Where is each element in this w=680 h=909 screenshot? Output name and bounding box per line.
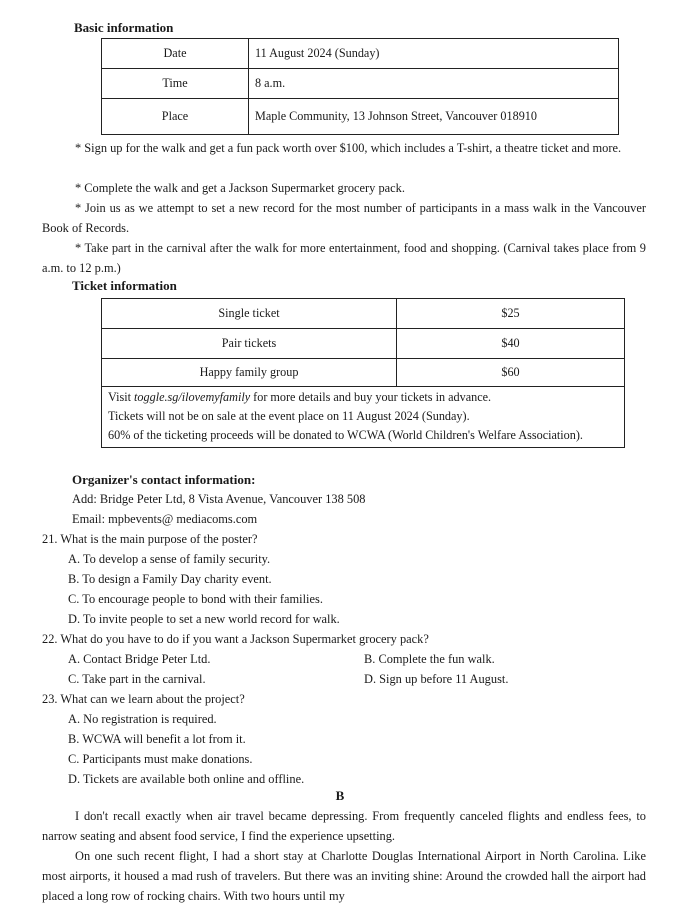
- organizer-heading: Organizer's contact information:: [72, 472, 256, 487]
- ticket-type: Happy family group: [102, 359, 397, 387]
- option-21d: D. To invite people to set a new world record for walk.: [68, 612, 340, 626]
- option-22d: D. Sign up before 11 August.: [364, 672, 509, 686]
- option-21c: C. To encourage people to bond with their families.: [68, 592, 323, 606]
- section-b-paragraph-2: On one such recent flight, I had a short stay at Charlotte Douglas International Airport in North Carolina. Like most airports, it housed a mad rush of travelers. But there was an inviting shine: Around the crowded hall the airport had placed a long row of rocking chairs. With two hours until my: [42, 849, 646, 903]
- place-label: Place: [102, 99, 249, 135]
- bullet-record: * Join us as we attempt to set a new record for the most number of participants in a mass walk in the Vancouver Book of Records.: [42, 201, 646, 235]
- table-row: [102, 69, 619, 99]
- ticket-info-heading: Ticket information: [72, 278, 177, 293]
- ticket-type: Single ticket: [102, 299, 397, 329]
- section-b-paragraph-1: I don't recall exactly when air travel became depressing. From frequently canceled flights and endless fees, to narrow seating and absent food service, I find the experience upsetting.: [42, 809, 646, 843]
- table-row: [102, 329, 625, 359]
- ticket-note-line3: 60% of the ticketing proceeds will be donated to WCWA (World Children's Welfare Association).: [108, 428, 583, 442]
- ticket-type: Pair tickets: [102, 329, 397, 359]
- time-value: 8 a.m.: [249, 69, 619, 99]
- table-row: [102, 39, 619, 69]
- place-value: Maple Community, 13 Johnson Street, Vancouver 018910: [249, 99, 619, 135]
- option-22b: B. Complete the fun walk.: [364, 652, 495, 666]
- option-23d: D. Tickets are available both online and offline.: [68, 772, 305, 786]
- ticket-note-line2: Tickets will not be on sale at the event place on 11 August 2024 (Sunday).: [108, 409, 470, 423]
- ticket-website-link[interactable]: toggle.sg/ilovemyfamily: [134, 390, 251, 404]
- bullet-carnival: * Take part in the carnival after the walk for more entertainment, food and shopping. (Carnival takes place from 9 a.m. to 12 p.m.): [42, 241, 646, 275]
- table-row: [102, 299, 625, 329]
- bullet-fun-pack: * Sign up for the walk and get a fun pack worth over $100, which includes a T-shirt, a theatre ticket and more.: [75, 141, 622, 155]
- option-23b: B. WCWA will benefit a lot from it.: [68, 732, 246, 746]
- organizer-address: Add: Bridge Peter Ltd, 8 Vista Avenue, Vancouver 138 508: [72, 492, 366, 506]
- table-row: [102, 359, 625, 387]
- ticket-note: [101, 386, 625, 448]
- option-21b: B. To design a Family Day charity event.: [68, 572, 272, 586]
- question-22: 22. What do you have to do if you want a Jackson Supermarket grocery pack?: [42, 632, 429, 646]
- basic-info-table: [101, 38, 619, 135]
- ticket-note-line1: [108, 388, 618, 407]
- ticket-price: $60: [397, 359, 625, 387]
- section-b-heading: B: [335, 788, 345, 803]
- option-21a: A. To develop a sense of family security.: [68, 552, 271, 566]
- ticket-price: $25: [397, 299, 625, 329]
- ticket-price: $40: [397, 329, 625, 359]
- bullet-grocery-pack: * Complete the walk and get a Jackson Supermarket grocery pack.: [75, 181, 405, 195]
- question-21: 21. What is the main purpose of the poster?: [42, 532, 258, 546]
- option-22c: C. Take part in the carnival.: [68, 672, 206, 686]
- time-label: Time: [102, 69, 249, 99]
- option-23c: C. Participants must make donations.: [68, 752, 253, 766]
- table-row: [102, 99, 619, 135]
- ticket-table: [101, 298, 625, 387]
- note-prefix: Visit: [108, 390, 135, 404]
- basic-info-heading: Basic information: [74, 20, 174, 35]
- date-label: Date: [102, 39, 249, 69]
- organizer-email: Email: mpbevents@ mediacoms.com: [72, 512, 258, 526]
- option-22a: A. Contact Bridge Peter Ltd.: [68, 652, 211, 666]
- option-23a: A. No registration is required.: [68, 712, 217, 726]
- note-suffix: for more details and buy your tickets in advance.: [250, 390, 492, 404]
- date-value: 11 August 2024 (Sunday): [249, 39, 619, 69]
- question-23: 23. What can we learn about the project?: [42, 692, 245, 706]
